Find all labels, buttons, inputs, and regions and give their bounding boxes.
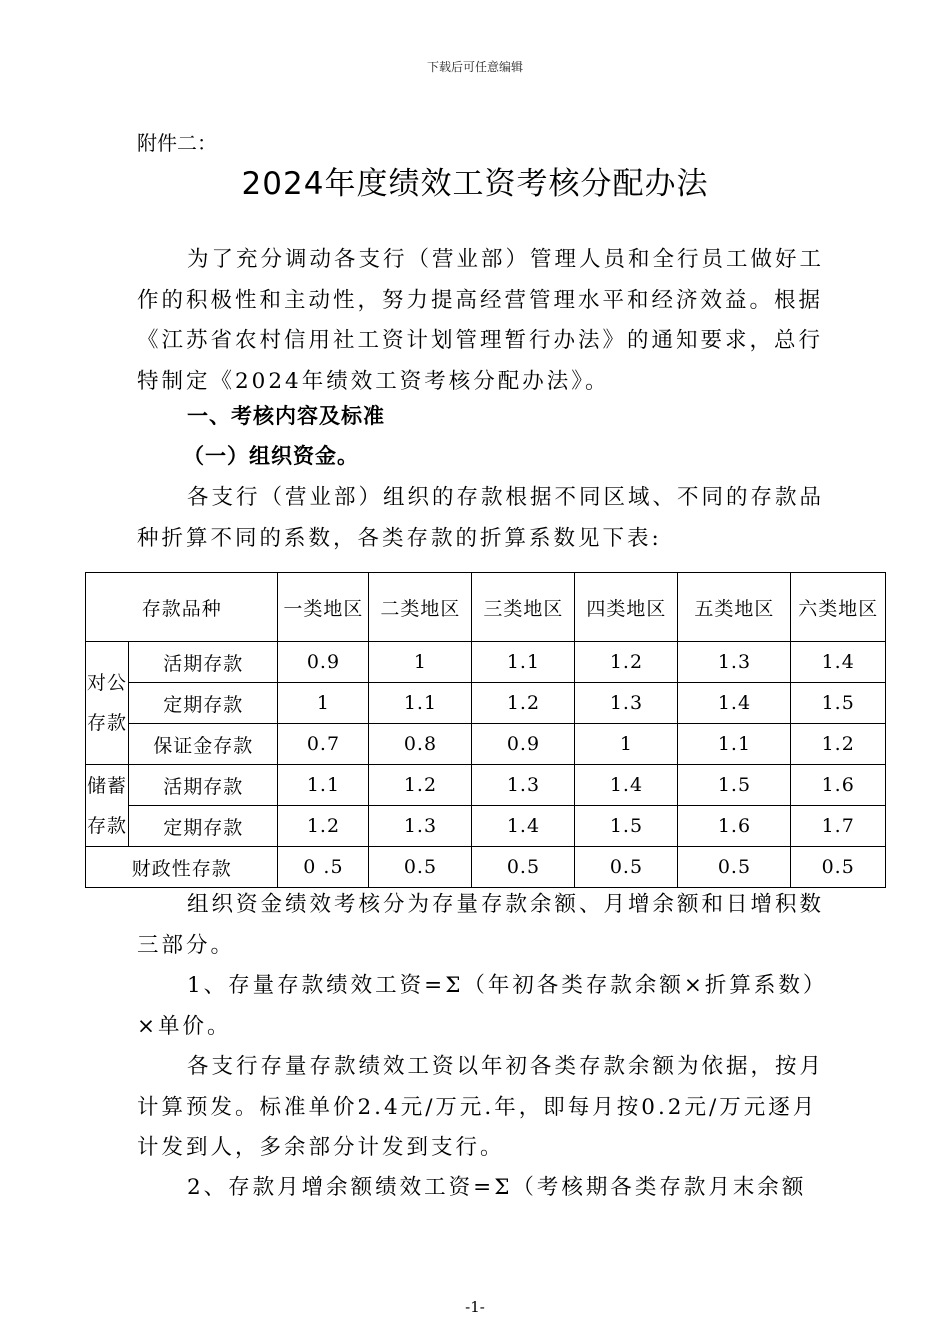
table-cell: 1.6 [678, 806, 791, 847]
table-cell: 1 [278, 683, 369, 724]
table-cell: 1.4 [472, 806, 575, 847]
group-cell: 储蓄存款 [86, 765, 129, 847]
table-cell: 1.5 [575, 806, 678, 847]
group-cell: 对公存款 [86, 642, 129, 765]
table-cell: 1.3 [472, 765, 575, 806]
table-cell: 1 [575, 724, 678, 765]
table-header-cell: 六类地区 [791, 573, 886, 642]
table-cell: 0.5 [369, 847, 472, 888]
table-cell: 1.1 [369, 683, 472, 724]
table-header-cell: 三类地区 [472, 573, 575, 642]
table-cell: 1.5 [678, 765, 791, 806]
table-header-cell: 一类地区 [278, 573, 369, 642]
table-cell: 0.9 [472, 724, 575, 765]
table-cell: 1.2 [278, 806, 369, 847]
table-cell: 活期存款 [129, 765, 278, 806]
coefficient-table [85, 572, 886, 888]
table-row [86, 806, 886, 847]
attachment-label: 附件二： [137, 131, 217, 155]
table-cell: 1.2 [791, 724, 886, 765]
table-header-row [86, 573, 886, 642]
table-cell: 1.1 [278, 765, 369, 806]
page-number: -1- [465, 1298, 485, 1316]
subsection-heading: （一）组织资金。 [183, 444, 359, 468]
table-cell: 1.4 [575, 765, 678, 806]
table-cell: 0.9 [278, 642, 369, 683]
table-row [86, 847, 886, 888]
table-cell: 0.5 [791, 847, 886, 888]
table-cell: 0.8 [369, 724, 472, 765]
table-cell: 保证金存款 [129, 724, 278, 765]
table-row [86, 765, 886, 806]
table-cell: 1.7 [791, 806, 886, 847]
item-1-paragraph: 各支行存量存款绩效工资以年初各类存款余额为依据，按月计算预发。标准单价2.4元/万元.年，即每月按0.2元/万元逐月计发到人，多余部分计发到支行。 [137, 1054, 825, 1160]
table-cell: 1 [369, 642, 472, 683]
table-header-cell: 存款品种 [86, 573, 278, 642]
document-title: 2024年度绩效工资考核分配办法 [241, 166, 709, 202]
table-cell: 定期存款 [129, 683, 278, 724]
table-intro-paragraph: 各支行（营业部）组织的存款根据不同区域、不同的存款品种折算不同的系数，各类存款的折算系数见下表: [137, 485, 825, 551]
table-cell: 财政性存款 [86, 847, 278, 888]
table-cell: 1.1 [472, 642, 575, 683]
table-cell: 活期存款 [129, 642, 278, 683]
table-cell: 0 .5 [278, 847, 369, 888]
table-cell: 1.3 [678, 642, 791, 683]
table-cell: 0.5 [472, 847, 575, 888]
table-cell: 0.5 [678, 847, 791, 888]
table-row [86, 724, 886, 765]
after-table-paragraph: 组织资金绩效考核分为存量存款余额、月增余额和日增积数三部分。 [137, 892, 825, 958]
table-row [86, 683, 886, 724]
section-heading: 一、考核内容及标准 [187, 404, 385, 428]
table-cell: 0.7 [278, 724, 369, 765]
table-cell: 1.6 [791, 765, 886, 806]
table-cell: 1.4 [678, 683, 791, 724]
table-header-cell: 四类地区 [575, 573, 678, 642]
table-cell: 1.3 [369, 806, 472, 847]
item-1-formula: 1、存量存款绩效工资=Σ（年初各类存款余额×折算系数）×单价。 [137, 973, 828, 1039]
table-row [86, 642, 886, 683]
table-header-cell: 二类地区 [369, 573, 472, 642]
table-cell: 定期存款 [129, 806, 278, 847]
item-2-formula: 2、存款月增余额绩效工资=Σ（考核期各类存款月末余额 [187, 1175, 807, 1200]
table-cell: 1.2 [369, 765, 472, 806]
table-cell: 1.1 [678, 724, 791, 765]
table-cell: 1.3 [575, 683, 678, 724]
table-cell: 1.5 [791, 683, 886, 724]
table-header-cell: 五类地区 [678, 573, 791, 642]
table-cell: 0.5 [575, 847, 678, 888]
table-cell: 1.2 [472, 683, 575, 724]
table-cell: 1.2 [575, 642, 678, 683]
intro-paragraph: 为了充分调动各支行（营业部）管理人员和全行员工做好工作的积极性和主动性，努力提高经营管理水平和经济效益。根据《江苏省农村信用社工资计划管理暂行办法》的通知要求，总行特制定《2024年绩效工资考核分配办法》。 [137, 247, 825, 394]
page-header: 下载后可任意编辑 [426, 60, 523, 74]
table-cell: 1.4 [791, 642, 886, 683]
